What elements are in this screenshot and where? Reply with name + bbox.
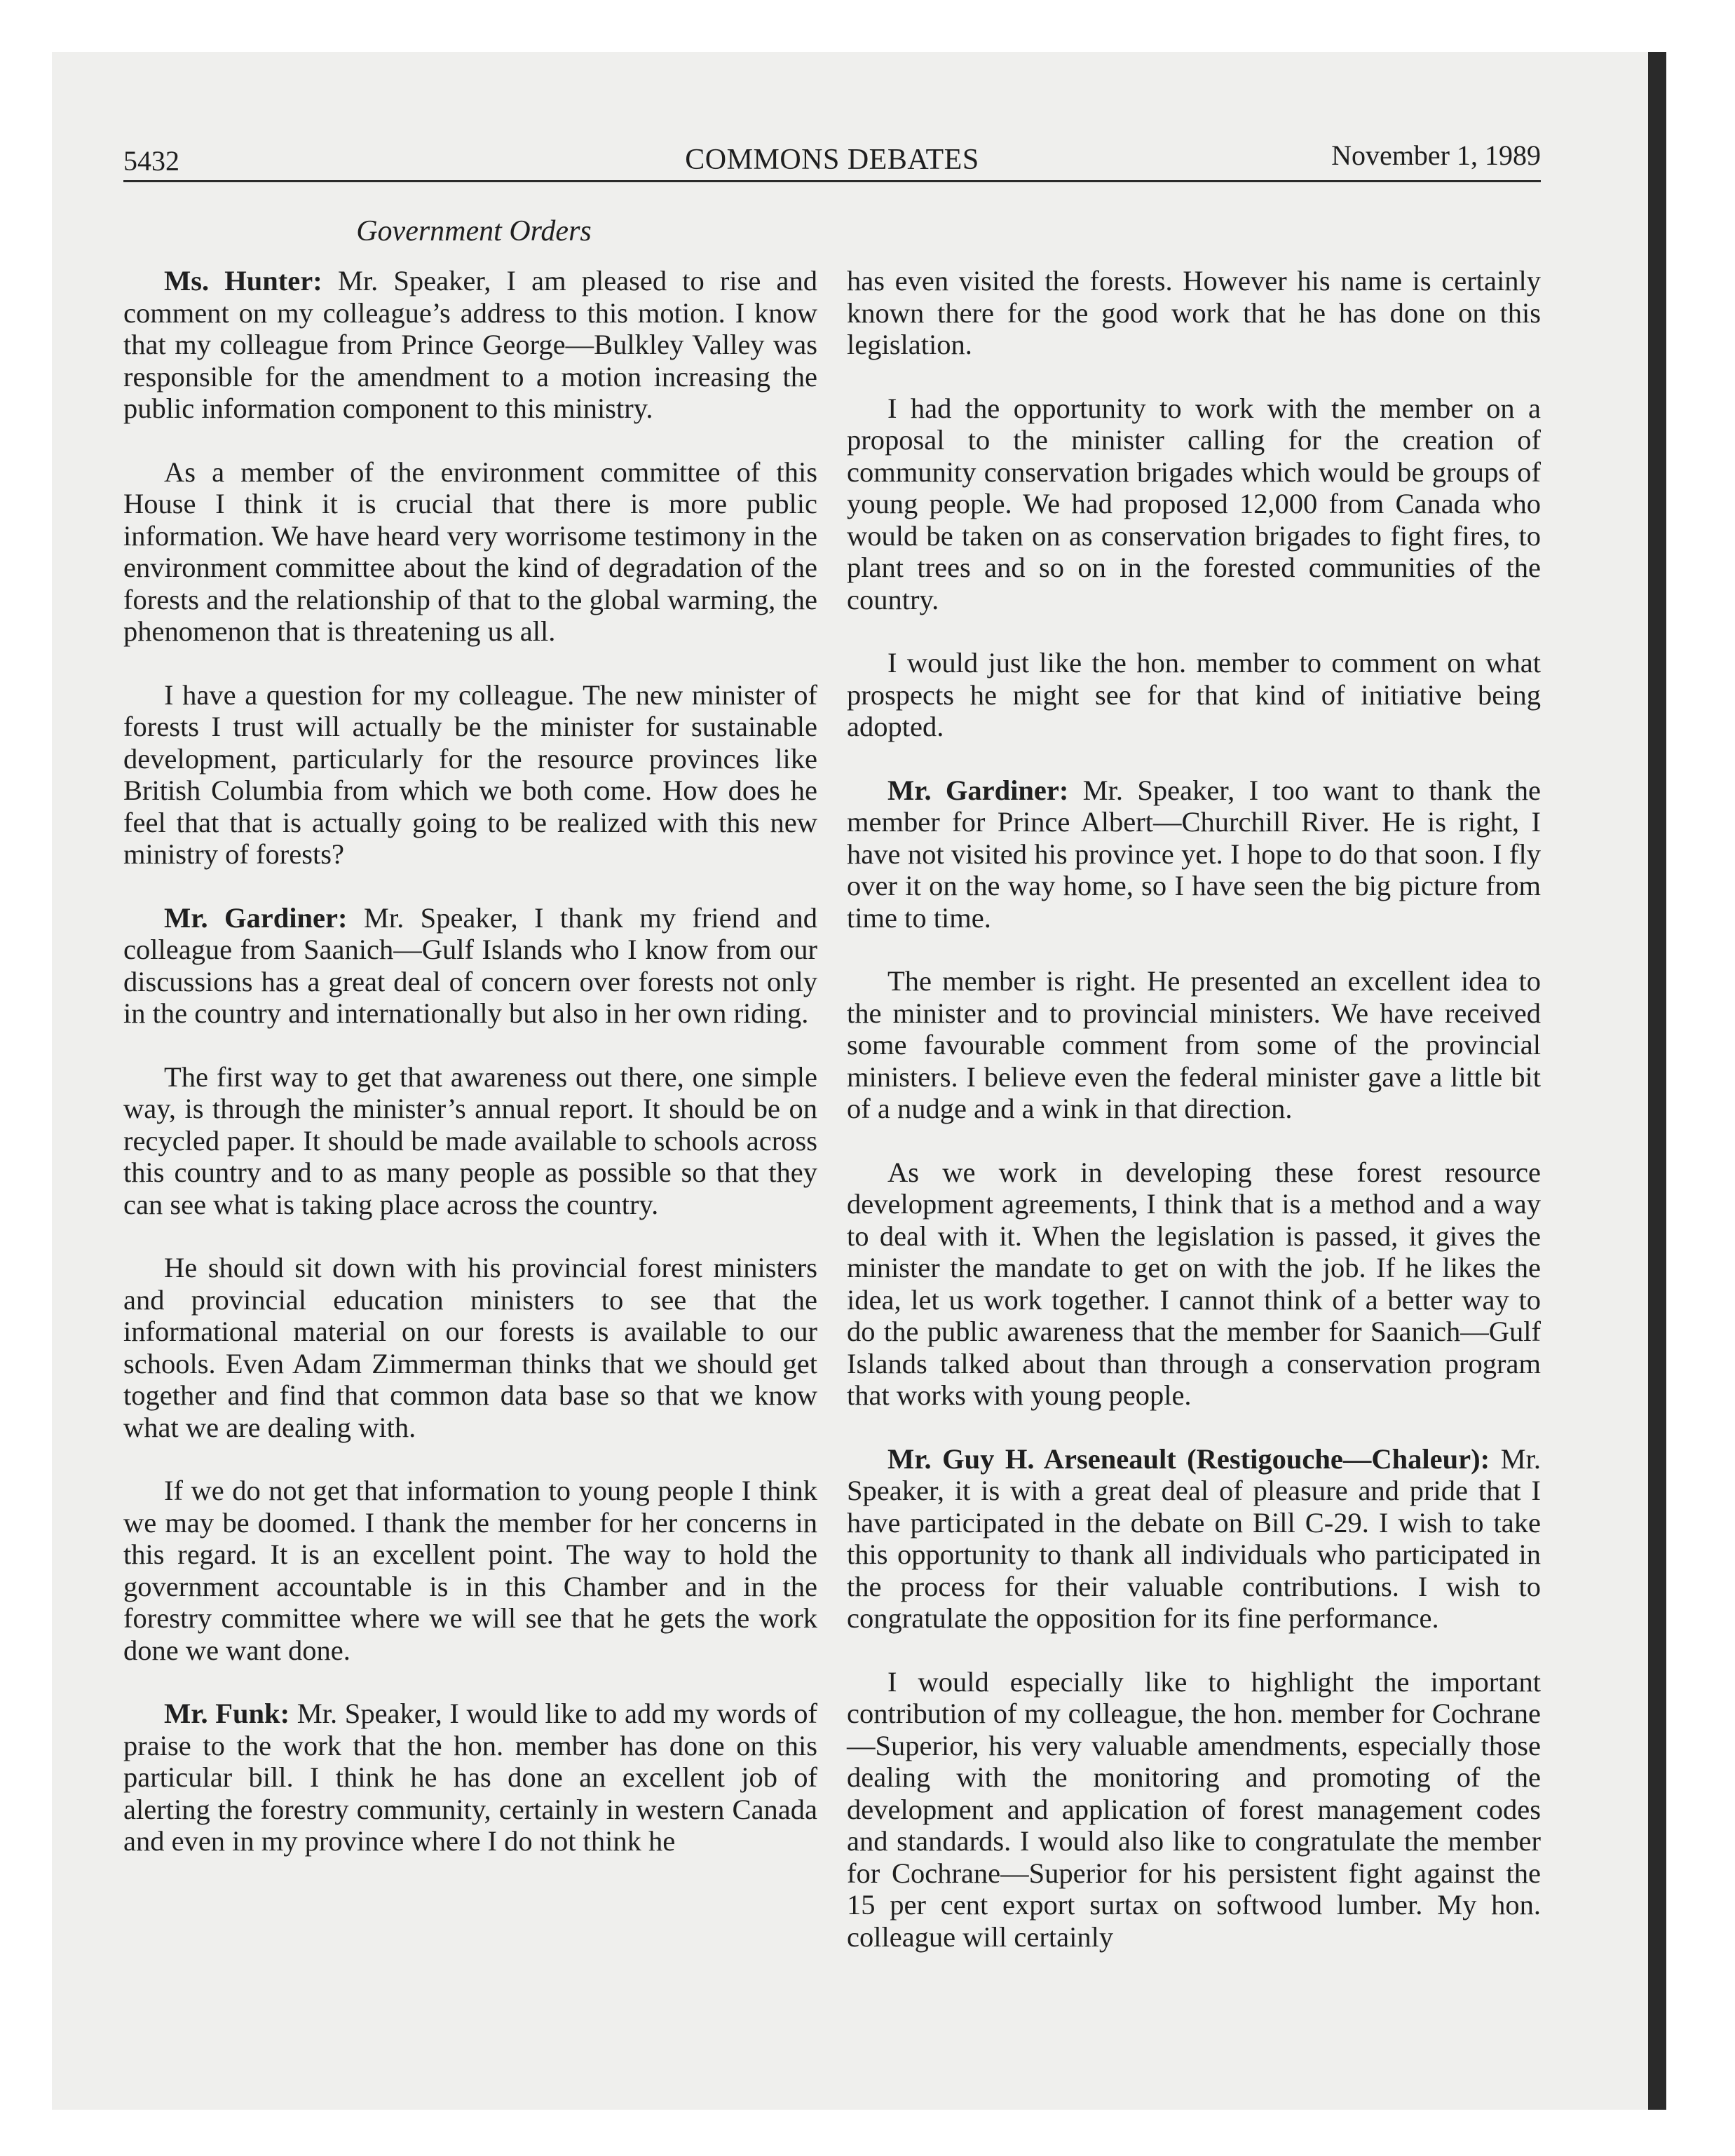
paragraph-text: Mr. Speaker, I am pleased to rise and comment on my colleague’s address to this motion. I know that my colleague from Prince George—Bulkley Valley was responsible for the amendment to a motion increasing the public information component to this ministry. <box>123 265 818 424</box>
scan-edge-bar <box>1648 52 1666 2110</box>
paragraph <box>847 1157 1541 1412</box>
paragraph <box>123 902 817 1030</box>
paragraph-text: I have a question for my colleague. The new minister of forests I trust will actually be the minister for sustainable development, particularly for the resource provinces like British Columbia from which we both come. How does he feel that that is actually going to be realized with this new ministry of forests? <box>123 678 817 870</box>
running-header <box>123 139 1541 181</box>
speaker-name: Mr. Guy H. Arseneault (Restigouche—Chaleur): <box>887 1442 1490 1475</box>
paragraph-text: has even visited the forests. However his name is certainly known there for the good work that he has done on this legislation. <box>847 265 1541 360</box>
paragraph-text: I would especially like to highlight the important contribution of my colleague, the hon. member for Cochrane—Superior, his very valuable amendments, especially those dealing with the monitoring and promoting of the development and application of forest management codes and standards. I would also like to congratulate the member for Cochrane—Superior for his persistent fight against the 15 per cent export surtax on softwood lumber. My hon. colleague will certainly <box>847 1665 1541 1953</box>
left-column <box>123 265 817 1889</box>
paragraph <box>123 1061 817 1221</box>
paragraph <box>847 965 1541 1125</box>
paragraph-text: As a member of the environment committee of this House I think it is crucial that there is more public information. We have heard very worrisome testimony in the environment committee about the kind of degradation of the forests and the relationship of that to the global warming, the phenomenon that is threatening us all. <box>123 456 817 647</box>
paragraph-text: The first way to get that awareness out there, one simple way, is through the minister’s annual report. It should be on recycled paper. It should be made available to schools across this country and to as many people as possible so that they can see what is taking place across the country. <box>123 1060 817 1220</box>
paragraph-text: Mr. Speaker, I thank my friend and colleague from Saanich—Gulf Islands who I know from our discussions has a great deal of concern over forests not only in the country and internationally but also in her own riding. <box>123 901 818 1029</box>
speaker-name: Mr. Funk: <box>164 1698 290 1729</box>
paragraph-text: He should sit down with his provincial forest ministers and provincial education ministers to see that the informational material on our forests is available to our schools. Even Adam Zimmerman thinks that we should get together and find that common data base so that we know what we are dealing with. <box>123 1252 817 1443</box>
speaker-name: Mr. Gardiner: <box>164 901 348 934</box>
paragraph-text: The member is right. He presented an excellent idea to the minister and to provincial ministers. We have received some favourable comment from some of the provincial ministers. I believe even the federal minister gave a little bit of a nudge and a wink in that direction. <box>847 965 1541 1124</box>
journal-title: COMMONS DEBATES <box>685 144 979 176</box>
right-column <box>847 265 1541 1984</box>
paragraph <box>847 1666 1541 1953</box>
paragraph-text: Mr. Speaker, I too want to thank the member for Prince Albert—Churchill River. He is right, I have not visited his province yet. I hope to do that soon. I fly over it on the way home, so I have seen the big picture from time to time. <box>847 774 1541 934</box>
paragraph-text: Mr. Speaker, it is with a great deal of pleasure and pride that I have participated in the debate on Bill C-29. I wish to take this opportunity to thank all individuals who participated in the process for their valuable contributions. I wish to congratulate the opposition for its fine performance. <box>847 1442 1541 1634</box>
paragraph-text: As we work in developing these forest resource development agreements, I think that is a method and a way to deal with it. When the legislation is passed, it gives the minister the mandate to get on with the job. If he likes the idea, let us work together. I cannot think of a better way to do the public awareness that the member for Saanich—Gulf Islands talked about than through a conservation program that works with young people. <box>847 1156 1541 1411</box>
speaker-name: Ms. Hunter: <box>164 265 322 296</box>
paragraph <box>847 1443 1541 1635</box>
page-number: 5432 <box>123 145 179 177</box>
section-title: Government Orders <box>356 215 592 247</box>
paragraph-text: Mr. Speaker, I would like to add my words of praise to the work that the hon. member has done on this particular bill. I think he has done an excellent job of alerting the forestry community, certainly in western Canada and even in my province where I do not think he <box>123 1698 817 1857</box>
paragraph <box>123 265 817 425</box>
paragraph <box>847 775 1541 934</box>
paragraph <box>123 679 817 871</box>
paragraph <box>123 456 817 648</box>
paragraph-text: I would just like the hon. member to comment on what prospects he might see for that kind of initiative being adopted. <box>847 647 1541 742</box>
speaker-name: Mr. Gardiner: <box>887 774 1069 806</box>
paragraph <box>123 1475 817 1666</box>
page-date: November 1, 1989 <box>1331 139 1541 171</box>
paragraph <box>847 265 1541 361</box>
paragraph <box>847 393 1541 616</box>
paragraph-text: If we do not get that information to young people I think we may be doomed. I thank the member for her concerns in this regard. It is an excellent point. The way to hold the government accountable is in this Chamber and in the forestry committee where we will see that he gets the work done we want done. <box>123 1475 817 1666</box>
paragraph <box>123 1698 817 1857</box>
paragraph <box>123 1252 817 1443</box>
paragraph-text: I had the opportunity to work with the member on a proposal to the minister calling for the creation of community conservation brigades which would be groups of young people. We had proposed 12,000 from Canada who would be taken on as conservation brigades to fight fires, to plant trees and so on in the forested communities of the country. <box>847 392 1541 615</box>
header-rule <box>123 180 1541 182</box>
paragraph <box>847 647 1541 743</box>
